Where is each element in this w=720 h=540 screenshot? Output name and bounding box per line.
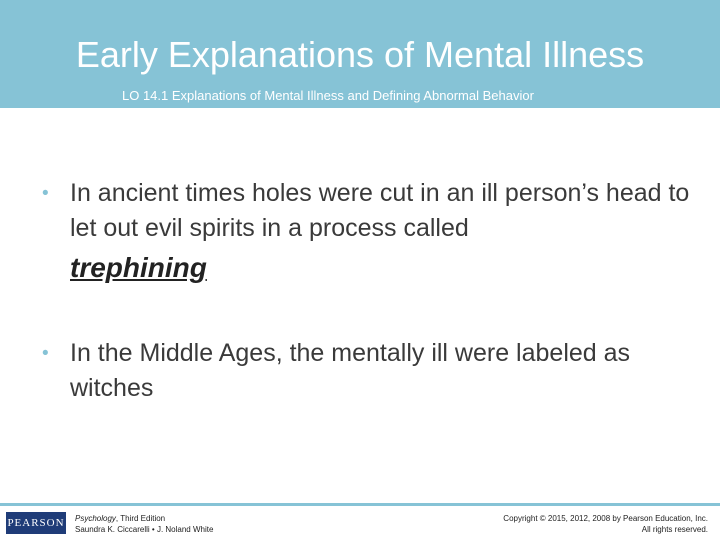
learning-objective: LO 14.1 Explanations of Mental Illness and Defining Abnormal Behavior — [122, 88, 534, 103]
slide-title: Early Explanations of Mental Illness — [75, 34, 645, 75]
bullet-item-trephining — [42, 176, 692, 286]
key-term: trephining — [70, 252, 207, 283]
pearson-logo: PEARSON — [6, 512, 66, 534]
bullet-text: In the Middle Ages, the mentally ill were labeled as witches — [70, 339, 631, 402]
bullet-item-middle-ages — [42, 336, 692, 406]
header-banner — [0, 0, 720, 108]
copyright-notice — [503, 513, 708, 535]
footer-divider — [0, 503, 720, 506]
book-citation — [75, 513, 213, 535]
bullet-text: In ancient times holes were cut in an ill person’s head to let out evil spirits in a process called — [70, 179, 690, 242]
book-edition: , Third Edition — [115, 514, 166, 523]
bullet-marker: • — [42, 183, 49, 204]
book-title: Psychology — [75, 514, 116, 523]
copyright-line-2: All rights reserved. — [641, 525, 708, 534]
book-authors: Saundra K. Ciccarelli • J. Noland White — [75, 525, 214, 534]
copyright-line-1: Copyright © 2015, 2012, 2008 by Pearson Education, Inc. — [503, 514, 708, 523]
bullet-marker: • — [42, 343, 49, 364]
